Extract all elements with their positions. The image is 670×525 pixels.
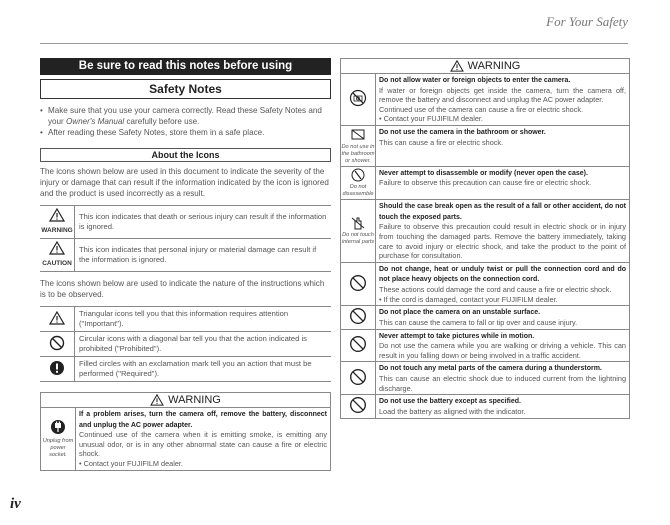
table-row: Do not touch any metal parts of the camera during a thunderstorm. This can cause an electric shock due to induced current from the lightning discharge.	[341, 362, 629, 395]
bullet-item: • Make sure that you use your camera correctly. Read these Safety Notes and your Owner's Manual carefully before use.	[40, 105, 331, 127]
running-header: For Your Safety	[546, 14, 628, 29]
right-warning-table	[341, 74, 629, 418]
prohibited-icon	[349, 274, 367, 292]
prohibited-icon	[49, 335, 65, 351]
table-row	[40, 239, 331, 272]
safety-notes-title: Safety Notes	[40, 79, 331, 99]
unplug-label: Unplug from power socket.	[42, 437, 74, 458]
caution-description: This icon indicates that personal injury or material damage can result if the information is ignored.	[75, 239, 332, 272]
warning-triangle-icon	[150, 394, 164, 406]
table-row: Do not touch internal parts Should the case break open as the result of a fall or other accident, do not touch the exposed parts. Failure to observe this precaution could result in electric shock or in injury from touching the damaged parts. Remove the battery immediately, taking care to avoid injury or electric shock, and take the product to the point of purchase for consultation.	[341, 200, 629, 263]
table-row: Do not change, heat or unduly twist or pull the connection cord and do not place heavy objects on the connection cord. These actions could damage the cord and cause a fire or electric shock. • If the cord is damaged, contact your FUJIFILM dealer.	[341, 262, 629, 305]
warning-triangle-icon	[49, 208, 65, 222]
no-water-icon	[349, 89, 367, 107]
warning-triangle-icon	[450, 60, 464, 72]
no-disassemble-icon	[350, 168, 366, 182]
table-row	[41, 408, 330, 470]
read-notes-banner: Be sure to read this notes before using	[40, 58, 331, 75]
warning-description: This icon indicates that death or serious injury can result if the information is ignored.	[75, 206, 332, 239]
no-shower-icon	[350, 127, 366, 141]
nature-icons-table	[40, 306, 331, 382]
prohibited-description: Circular icons with a diagonal bar tell you that the action indicated is prohibited ("Prohibited").	[75, 332, 332, 357]
warning-header: WARNING	[41, 393, 330, 408]
prohibited-icon	[349, 396, 367, 414]
table-row: Do not use the battery except as specified. Load the battery as aligned with the indicator.	[341, 395, 629, 418]
severity-icons-table	[40, 205, 331, 272]
left-warning-box	[40, 392, 331, 471]
required-icon	[49, 360, 65, 376]
warning-header: WARNING	[341, 59, 629, 74]
table-row: Do not allow water or foreign objects to enter the camera. If water or foreign objects get inside the camera, turn the camera off, remove the battery and disconnect and unplug the AC power adapter. Continued use of the camera can cause a fire or electric shock. • Contact your FUJIFILM dealer.	[341, 74, 629, 125]
left-column	[40, 58, 331, 471]
prohibited-icon	[349, 368, 367, 386]
warning-text: Continued use of the camera when it is emitting smoke, is emitting any unusual odor, or is in any other abnormal state can cause a fire or electric shock.	[79, 430, 327, 459]
table-row: Do not place the camera on an unstable surface. This can cause the camera to fall or tip over and cause injury.	[341, 306, 629, 330]
about-icons-text: The icons shown below are used in this document to indicate the severity of the injury or damage that can result if the information indicated by the icon is ignored and the product is used incorrectly as a result.	[40, 167, 329, 198]
left-warning-table	[41, 408, 330, 470]
about-icons-title: About the Icons	[40, 148, 331, 162]
unplug-icon	[49, 419, 67, 435]
table-row	[40, 206, 331, 239]
nature-text: The icons shown below are used to indicate the nature of the instructions which is to be observed.	[40, 279, 325, 299]
table-row	[40, 332, 331, 357]
table-row: Do not use in the bathroom or shower. Do not use the camera in the bathroom or shower. This can cause a fire or electric shock.	[341, 125, 629, 166]
caution-triangle-icon	[49, 241, 65, 255]
warning-heading: If a problem arises, turn the camera off, remove the battery, disconnect and unplug the AC power adapter.	[79, 411, 327, 429]
prohibited-icon	[349, 335, 367, 353]
bullet-item: • After reading these Safety Notes, store them in a safe place.	[40, 127, 331, 138]
table-row	[40, 357, 331, 382]
prohibited-icon	[349, 307, 367, 325]
no-touch-icon	[350, 216, 366, 230]
warning-note: • Contact your FUJIFILM dealer.	[79, 458, 183, 468]
table-row: Do not disassemble Never attempt to disassemble or modify (never open the case). Failure to observe this precaution can cause fire or electric shock.	[341, 166, 629, 200]
triangle-icon	[49, 311, 65, 325]
table-row	[40, 307, 331, 332]
header-rule	[40, 43, 628, 44]
intro-bullets	[40, 105, 331, 138]
caution-tag: CAUTION	[42, 260, 72, 267]
important-description: Triangular icons tell you that this information requires attention ("Important").	[75, 307, 332, 332]
warning-tag: WARNING	[41, 227, 73, 234]
page-number: iv	[10, 496, 21, 512]
required-description: Filled circles with an exclamation mark tell you an action that must be performed ("Required").	[75, 357, 332, 382]
right-warning-box	[340, 58, 630, 419]
table-row: Never attempt to take pictures while in motion. Do not use the camera while you are walking or driving a vehicle. This can result in you falling down or being involved in a traffic accident.	[341, 329, 629, 362]
